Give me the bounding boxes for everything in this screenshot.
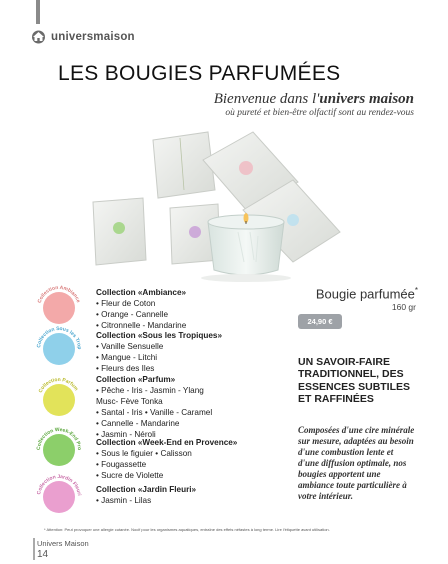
features-headline: UN SAVOIR-FAIRE TRADITIONNEL, DES ESSENCES SUBTILES ET RAFFINÉES	[298, 356, 411, 406]
brand-logo	[30, 29, 135, 44]
page-tagline: où pureté et bien-être olfactif sont au rendez-vous	[225, 108, 414, 118]
collection-provence-badge	[34, 425, 84, 475]
footer-accent-bar	[33, 538, 35, 560]
collection-jardin: Collection «Jardin Fleuri» • Jasmin - Lilas	[96, 485, 197, 505]
collection-ambiance: Collection «Ambiance» • Fleur de Coton • Orange - Cannelle • Citronnelle - Mandarine	[96, 288, 187, 330]
collection-parfum: Collection «Parfum» • Pêche - Iris - Jasmin - Ylang Musc- Fève Tonka • Santal - Iris • Vanille - Caramel • Cannelle - Mandarine • Jasmin - Néroli	[96, 375, 213, 439]
collection-parfum-badge	[34, 375, 84, 425]
svg-text:Collection Jardin Fleuri: Collection Jardin Fleuri	[36, 473, 82, 497]
footer-publication: Univers Maison	[37, 539, 89, 548]
page-number: 14	[37, 549, 49, 560]
features-description: Composées d'une cire minérale sur mesure, adaptées au besoin d'une combustion lente et d'une diffusion optimale, nos bougies apportent une ambiance toute particulière à votre intérieur.	[298, 425, 415, 501]
svg-text:Collection Ambiance: Collection Ambiance	[36, 284, 82, 304]
page-subtitle: Bienvenue dans l'univers maison	[213, 91, 414, 107]
top-accent-bar	[36, 0, 40, 24]
collection-tropiques-badge	[34, 324, 84, 374]
candle-product-photo	[88, 120, 428, 285]
product-weight: 160 gr	[391, 302, 416, 312]
collection-tropiques: Collection «Sous les Tropiques» • Vanille Sensuelle • Mangue - Litchi • Fleurs des Iles	[96, 331, 223, 373]
house-icon	[30, 29, 47, 44]
collection-jardin-badge	[34, 472, 84, 522]
brand-name: universmaison	[51, 30, 135, 43]
svg-text:Collection Sous les Tropiques: Collection Sous les Trop	[35, 325, 83, 350]
collection-provence: Collection «Week-End en Provence» • Sous le figuier • Calisson • Fougassette • Sucre de Violette	[96, 438, 238, 480]
page-title: LES BOUGIES PARFUMÉES	[58, 62, 341, 85]
svg-text:Collection Parfum: Collection Parfum	[37, 376, 80, 394]
footnote: * Attention: Peut provoquer une allergie cutanée. Nocif pour les organismes aquatiques, entraîne des effets néfastes à long terme. Lire l'étiquette avant utilisation.	[44, 527, 330, 532]
svg-text:Collection Week-End Provence: Collection Week-End Pro	[35, 426, 83, 451]
price-badge: 24,90 €	[298, 314, 342, 329]
product-name: Bougie parfumée*	[315, 286, 418, 302]
